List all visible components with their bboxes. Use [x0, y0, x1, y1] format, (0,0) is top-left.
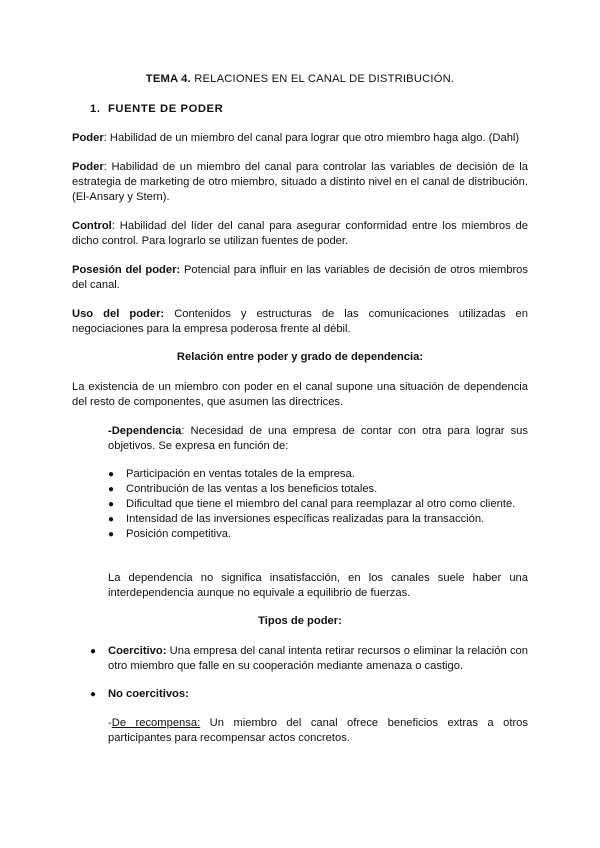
- definition-de-recompensa: -De recompensa: Un miembro del canal ofrece beneficios extras a otros participantes para recompensar actos concretos.: [108, 717, 528, 744]
- bullet-coercitivo: ● Coercitivo: Una empresa del canal intenta retirar recursos o eliminar la relación con otro miembro que falle en su cooperación mediante amenaza o castigo.: [90, 645, 528, 672]
- list-item: ● Contribución de las ventas a los beneficios totales.: [108, 483, 378, 495]
- bullet-icon: ●: [90, 689, 97, 700]
- heading-tipos-de-poder: Tipos de poder:: [258, 615, 342, 627]
- list-item: ● Participación en ventas totales de la empresa.: [108, 468, 355, 480]
- heading-relacion-poder-dependencia: Relación entre poder y grado de dependencia:: [176, 351, 424, 363]
- definition-dependencia: -Dependencia: Necesidad de una empresa de contar con otra para lograr sus objetivos. Se expresa en función de:: [108, 425, 528, 452]
- definition-uso-del-poder: Uso del poder: Contenidos y estructuras de las comunicaciones utilizadas en negociaciones para la empresa poderosa frente al débil.: [72, 308, 528, 335]
- definition-poder-el-ansary: Poder: Habilidad de un miembro del canal para controlar las variables de decisión de la estrategia de marketing de otro miembro, situado a distinto nivel en el canal de distribución. (El-Ansary y Stern).: [72, 161, 528, 203]
- paragraph-existencia: La existencia de un miembro con poder en el canal supone una situación de dependencia del resto de componentes, que asumen las directrices.: [72, 381, 528, 408]
- page-title: TEMA 4. RELACIONES EN EL CANAL DE DISTRIBUCIÓN.: [145, 73, 455, 85]
- bullet-no-coercitivos: ● No coercitivos:: [90, 688, 189, 700]
- definition-posesion-del-poder: Posesión del poder: Potencial para influir en las variables de decisión de otros miembros del canal.: [72, 264, 528, 291]
- definition-poder-dahl: Poder: Habilidad de un miembro del canal para lograr que otro miembro haga algo. (Dahl): [72, 132, 520, 144]
- list-item: ● Dificultad que tiene el miembro del canal para reemplazar al otro como cliente.: [108, 498, 516, 510]
- bullet-icon: ●: [108, 484, 115, 495]
- bullet-icon: ●: [90, 646, 97, 657]
- paragraph-dependencia-insatisfaccion: La dependencia no significa insatisfacción, en los canales suele haber una interdependencia aunque no equivale a equilibrio de fuerzas.: [108, 572, 528, 599]
- section-heading-fuente-de-poder: 1. FUENTE DE PODER: [90, 103, 224, 115]
- list-item: ● Intensidad de las inversiones específicas realizadas para la transacción.: [108, 513, 485, 525]
- list-item: ● Posición competitiva.: [108, 528, 232, 540]
- definition-control: Control: Habilidad del líder del canal para asegurar conformidad entre los miembros de dicho control. Para lograrlo se utilizan fuentes de poder.: [72, 220, 528, 247]
- bullet-icon: ●: [108, 529, 115, 540]
- bullet-icon: ●: [108, 499, 115, 510]
- dependencia-list: [108, 467, 528, 542]
- bullet-icon: ●: [108, 469, 115, 480]
- bullet-icon: ●: [108, 514, 115, 525]
